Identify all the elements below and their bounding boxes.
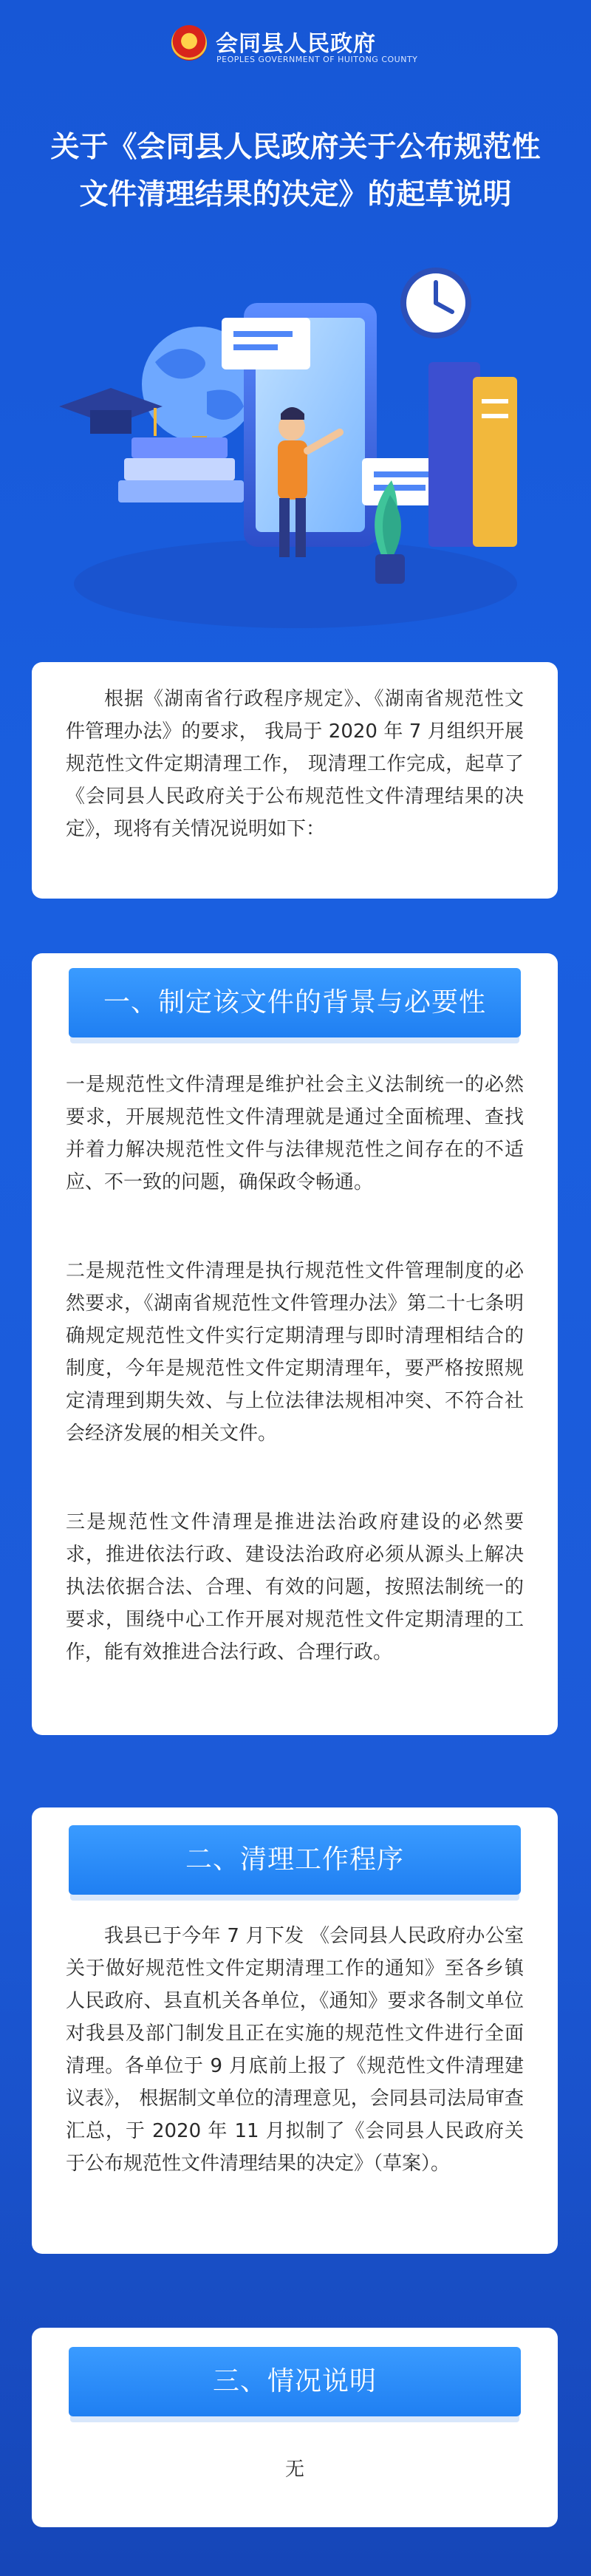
site-header [0, 0, 591, 81]
section-heading: 二、清理工作程序 [69, 1825, 521, 1895]
background-paragraph-1: 一是规范性文件清理是维护社会主义法制统一的必然要求，开展规范性文件清理就是通过全面梳理、查找并着力解决规范性文件与法律规范性之间存在的不适应、不一致的问题，确保政令畅通。 [66, 1074, 524, 1193]
section-heading: 三、情况说明 [69, 2347, 521, 2416]
clock-icon [403, 270, 468, 335]
national-emblem-icon [171, 25, 207, 61]
intro-card [32, 662, 558, 899]
books-icon [118, 437, 244, 502]
procedure-paragraph: 我县已于今年 7 月下发 《会同县人民政府办公室关于做好规范性文件定期清理工作的通知》至各乡镇人民政府、县直机关各单位，《通知》要求各制文单位对我县及部门制发且正在实施的规范性文件进行全面清理。各单位于 9 月底前上报了《规范性文件清理建议表》， 根据制文单位的清理意见，会同县司法局审查汇总，于 2020 年 11 月拟制了《会同县人民政府关于公布规范性文件清理结果的决定》（草案）。 [66, 1925, 524, 2175]
page-title-line2: 文件清理结果的决定》的起草说明 [79, 178, 512, 211]
section-explanation-card [32, 2328, 558, 2527]
section-heading: 一、制定该文件的背景与必要性 [69, 968, 521, 1037]
explanation-paragraph: 无 [284, 2459, 304, 2481]
hero-illustration [44, 236, 547, 650]
intro-paragraph: 根据《湖南省行政程序规定》、《湖南省规范性文件管理办法》的要求， 我局于 2020 年 7 月组织开展规范性文件定期清理工作， 现清理工作完成，起草了《会同县人民政府关于公布规范性文件清理结果的决定》，现将有关情况说明如下： [66, 688, 524, 840]
site-subtitle: PEOPLES GOVERNMENT OF HUITONG COUNTY [216, 55, 418, 64]
site-name: 会同县人民政府 [216, 31, 376, 57]
page-title [0, 124, 591, 219]
background-paragraph-2: 二是规范性文件清理是执行规范性文件管理制度的必然要求，《湖南省规范性文件管理办法》第二十七条明确规定规范性文件实行定期清理与即时清理相结合的制度，今年是规范性文件定期清理年，要严格按照规定清理到期失效、与上位法律法规相冲突、不符合社会经济发展的相关文件。 [66, 1260, 524, 1445]
page-title-line1: 关于《会同县人民政府关于公布规范性 [50, 131, 541, 164]
section-procedure-card [32, 1807, 558, 2254]
binders-icon [428, 362, 517, 547]
section-background-card [32, 953, 558, 1735]
background-paragraph-3: 三是规范性文件清理是推进法治政府建设的必然要求，推进依法行政、建设法治政府必须从源头上解决执法依据合法、合理、有效的问题，按照法制统一的要求，围绕中心工作开展对规范性文件定期清理的工作，能有效推进合法行政、合理行政。 [66, 1511, 524, 1663]
